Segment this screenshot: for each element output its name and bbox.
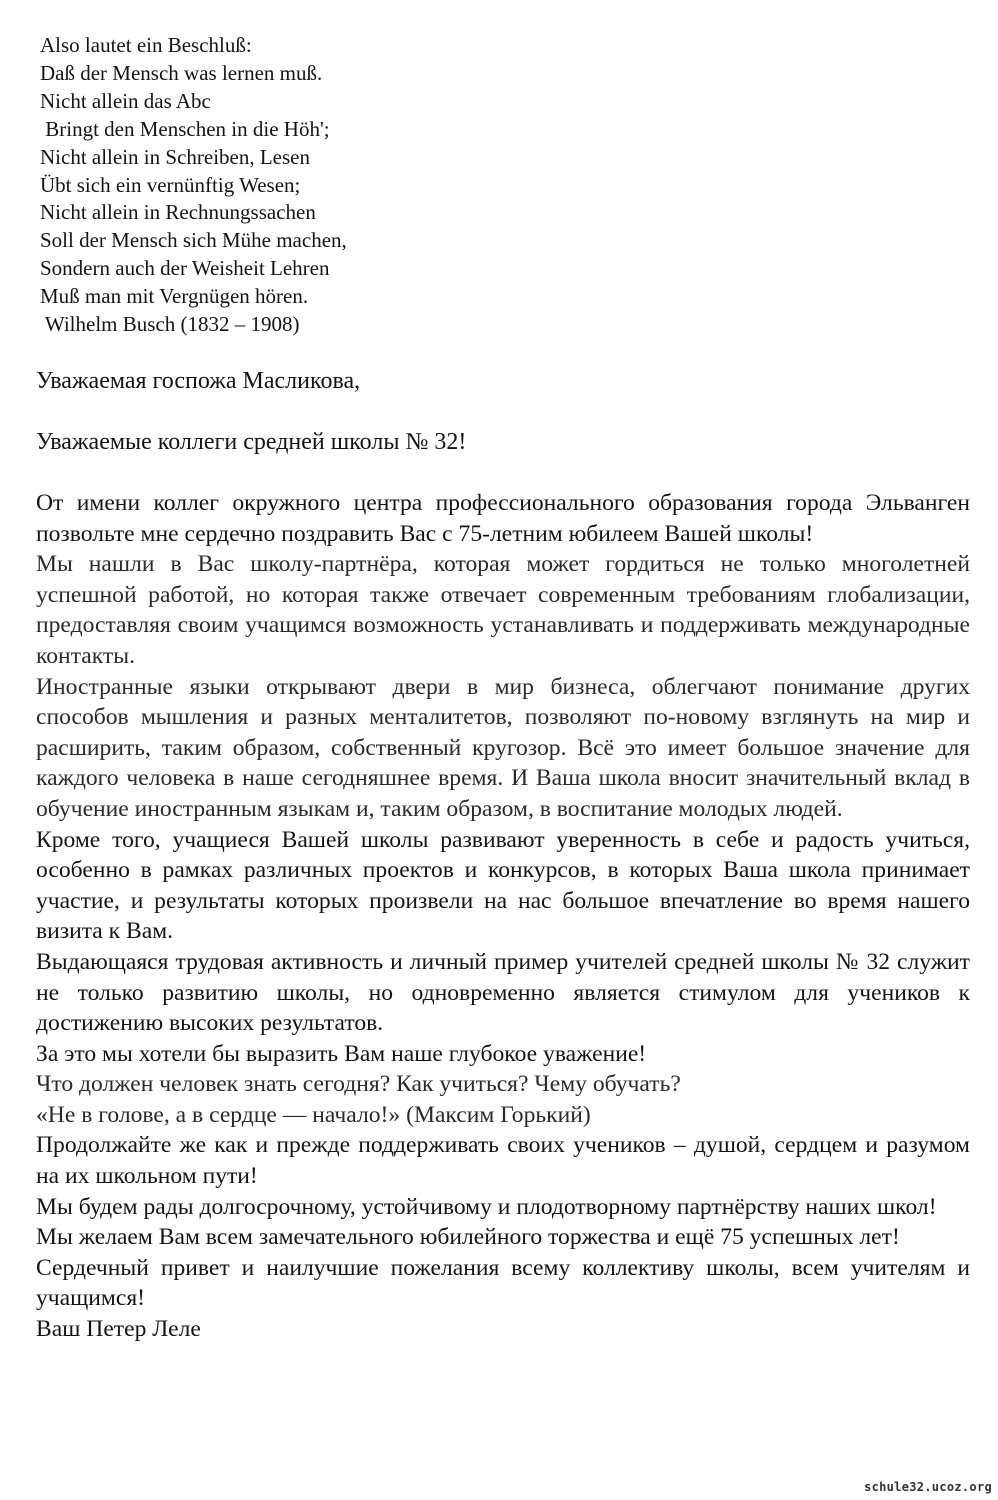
poem-line: Übt sich ein vernünftig Wesen; — [40, 172, 301, 197]
body-paragraph: Мы желаем Вам всем замечательного юбилейного торжества и ещё 75 успешных лет! — [36, 1224, 900, 1251]
site-watermark: schule32.ucoz.org — [864, 1480, 992, 1494]
body-paragraph: Мы нашли в Вас школу-партнёра, которая может гордиться не только многолетней успешной работой, но которая также отвечает современным требованиям глобализации, предоставляя своим учащимся возможность устанавливать и поддерживать международные контакты. — [36, 551, 970, 669]
letter-body — [36, 488, 970, 1345]
poem-line: Nicht allein in Rechnungssachen — [40, 200, 316, 225]
body-paragraph: Сердечный привет и наилучшие пожелания всему коллективу школы, всем учителям и учащимся! — [36, 1254, 970, 1312]
poem-line: Soll der Mensch sich Mühe machen, — [40, 228, 347, 253]
body-paragraph: Продолжайте же как и прежде поддерживать своих учеников – душой, сердцем и разумом на их школьном пути! — [36, 1132, 970, 1190]
poem-line: Daß der Mensch was lernen muß. — [40, 60, 323, 85]
greeting-recipient: Уважаемая госпожа Масликова, — [36, 368, 361, 394]
poem-line: Nicht allein in Schreiben, Lesen — [40, 144, 310, 169]
body-paragraph: Мы будем рады долгосрочному, устойчивому и плодотворному партнёрству наших школ! — [36, 1193, 937, 1220]
poem-attribution: Wilhelm Busch (1832 – 1908) — [40, 312, 300, 337]
body-paragraph: Кроме того, учащиеся Вашей школы развивают уверенность в себе и радость учиться, особенно в рамках различных проектов и конкурсов, в которых Ваша школа принимает участие, и результаты которых произвели на нас большое впечатление во время нашего визита к Вам. — [36, 826, 970, 945]
body-paragraph: Что должен человек знать сегодня? Как учиться? Чему обучать? — [36, 1071, 681, 1098]
poem-line: Also lautet ein Beschluß: — [40, 33, 252, 57]
body-paragraph: Выдающаяся трудовая активность и личный пример учителей средней школы № 32 служит не только развитию школы, но одновременно является стимулом для учеников к достижению высоких результатов. — [36, 948, 970, 1037]
greeting-colleagues: Уважаемые коллеги средней школы № 32! — [36, 429, 467, 455]
body-paragraph: «Не в голове, а в сердце — начало!» (Максим Горький) — [36, 1101, 591, 1128]
poem-line: Muß man mit Vergnügen hören. — [40, 284, 309, 309]
poem-line: Nicht allein das Abc — [40, 88, 211, 113]
signature-line: Ваш Петер Леле — [36, 1316, 201, 1343]
body-paragraph: За это мы хотели бы выразить Вам наше глубокое уважение! — [36, 1040, 647, 1067]
body-paragraph: От имени коллег окружного центра профессионального образования города Эльванген позвольте мне сердечно поздравить Вас с 75-летним юбилеем Вашей школы! — [36, 490, 970, 547]
poem-line: Bringt den Menschen in die Höh'; — [40, 116, 330, 141]
poem-block — [40, 32, 520, 339]
poem-line: Sondern auch der Weisheit Lehren — [40, 256, 330, 281]
body-paragraph: Иностранные языки открывают двери в мир бизнеса, облегчают понимание других способов мышления и разных менталитетов, позволяют по-новому взглянуть на мир и расширить, таким образом, собственный кругозор. Всё это имеет большое значение для каждого человека в наше сегодняшнее время. И Ваша школа вносит значительный вклад в обучение иностранным языкам и, таким образом, в воспитание молодых людей. — [36, 673, 970, 822]
